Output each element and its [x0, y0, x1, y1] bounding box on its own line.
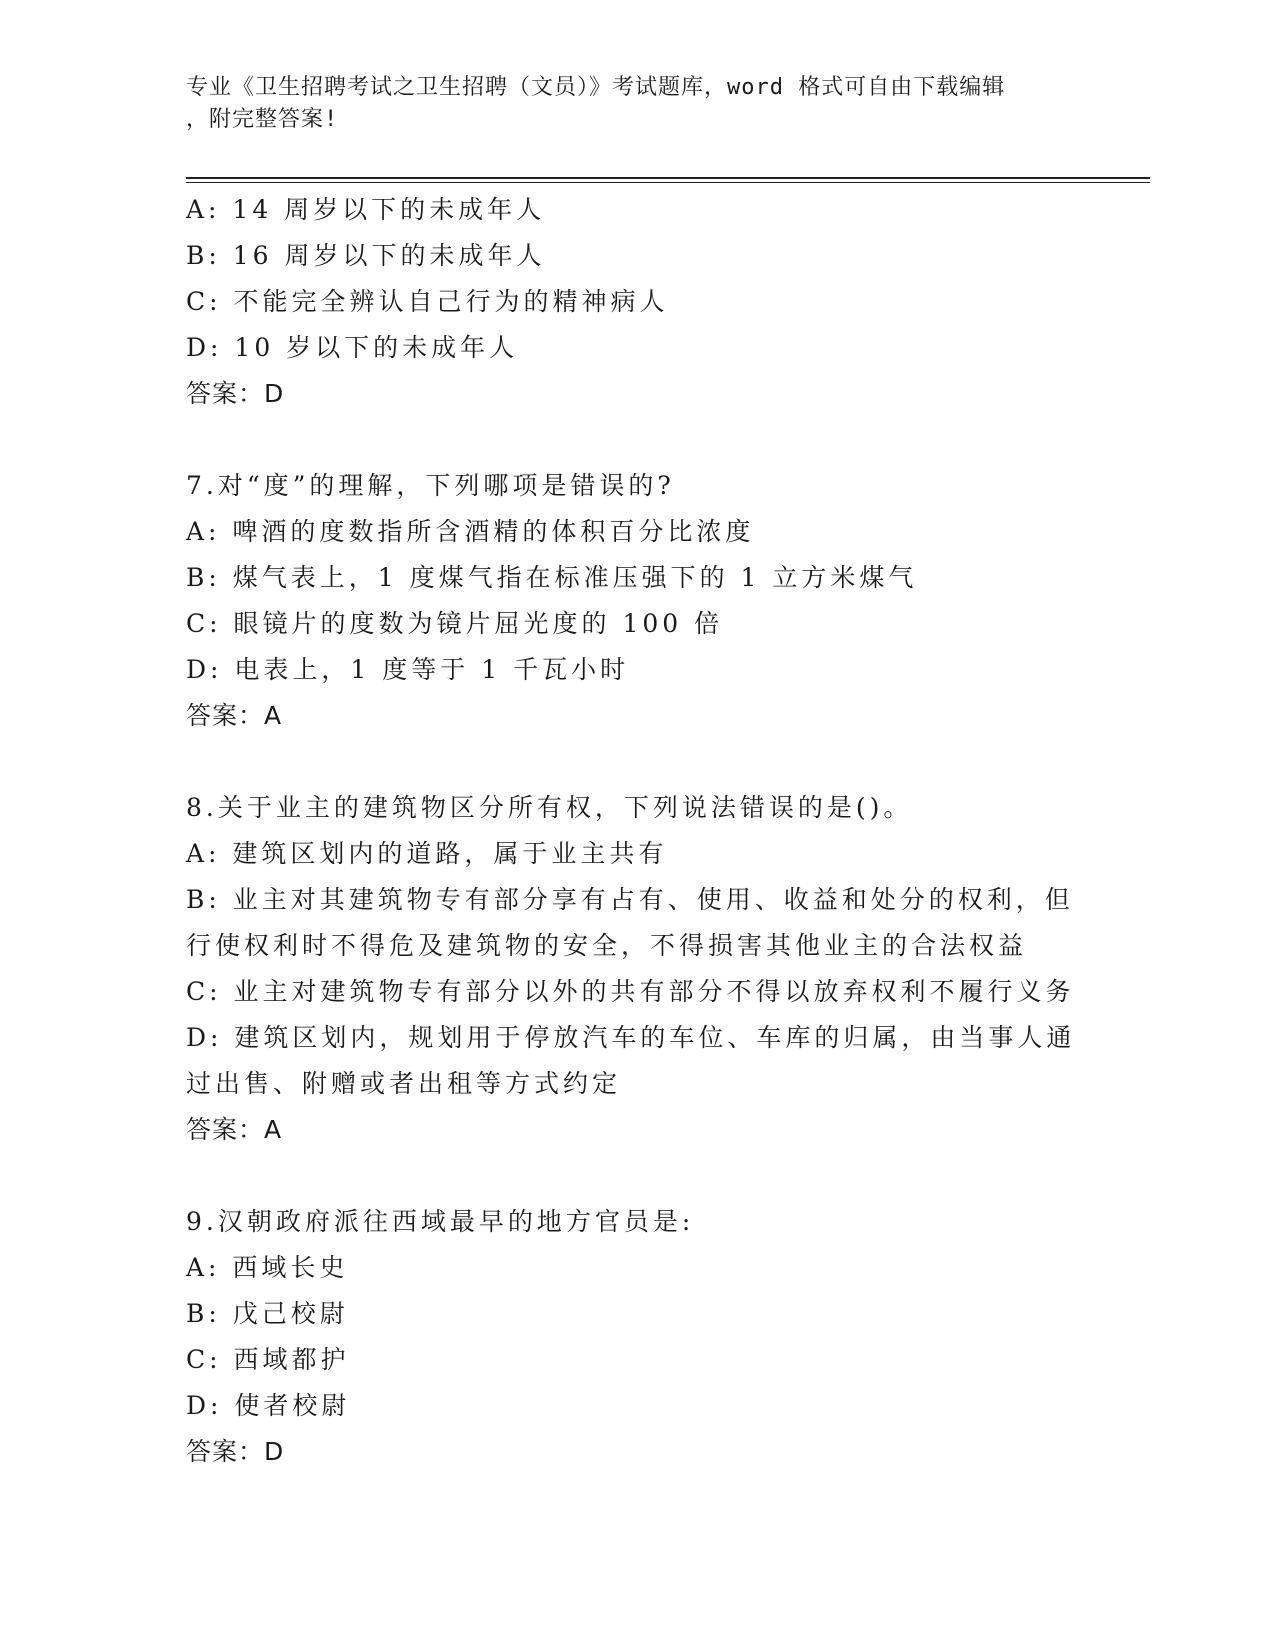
spacer [186, 739, 1086, 785]
spacer [186, 417, 1086, 463]
question-8 [186, 785, 1086, 1153]
option-b: B: 戊己校尉 [186, 1299, 349, 1328]
question-6 [186, 187, 1086, 417]
page-header [186, 72, 1066, 136]
option-c: C: 眼镜片的度数为镜片屈光度的 100 倍 [186, 609, 724, 638]
answer: 答案：D [186, 1437, 285, 1466]
option-b: B: 煤气表上，1 度煤气指在标准压强下的 1 立方米煤气 [186, 563, 918, 592]
option-d: D: 使者校尉 [186, 1391, 351, 1420]
option-d: D: 电表上，1 度等于 1 千瓦小时 [186, 655, 630, 684]
answer: 答案：D [186, 379, 285, 408]
option-b-line-2: 行使权利时不得危及建筑物的安全，不得损害其他业主的合法权益 [186, 931, 1028, 960]
option-d-line-1: D: 建筑区划内，规划用于停放汽车的车位、车库的归属，由当事人通 [186, 1023, 1076, 1052]
question-7 [186, 463, 1086, 739]
answer: 答案：A [186, 1115, 283, 1144]
option-a: A: 建筑区划内的道路，属于业主共有 [186, 839, 668, 868]
option-c: C: 业主对建筑物专有部分以外的共有部分不得以放弃权利不履行义务 [186, 977, 1075, 1006]
header-divider [186, 177, 1150, 183]
question-text: 9.汉朝政府派往西域最早的地方官员是: [186, 1207, 695, 1236]
option-a: A: 啤酒的度数指所含酒精的体积百分比浓度 [186, 517, 755, 546]
option-c: C: 不能完全辨认自己行为的精神病人 [186, 287, 669, 316]
option-b: B: 16 周岁以下的未成年人 [186, 241, 546, 270]
header-line-1: 专业《卫生招聘考试之卫生招聘（文员）》考试题库，word 格式可自由下载编辑 [186, 75, 1006, 100]
option-c: C: 西域都护 [186, 1345, 350, 1374]
option-a: A: 14 周岁以下的未成年人 [186, 195, 546, 224]
question-9 [186, 1199, 1086, 1475]
header-line-2: ，附完整答案! [186, 107, 339, 132]
question-text: 7.对“度”的理解，下列哪项是错误的? [186, 471, 675, 500]
option-d-line-2: 过出售、附赠或者出租等方式约定 [186, 1069, 622, 1098]
option-a: A: 西域长史 [186, 1253, 349, 1282]
question-content [186, 187, 1086, 1475]
option-d: D: 10 岁以下的未成年人 [186, 333, 519, 362]
answer: 答案：A [186, 701, 283, 730]
question-text: 8.关于业主的建筑物区分所有权，下列说法错误的是()。 [186, 793, 913, 822]
option-b-line-1: B: 业主对其建筑物专有部分享有占有、使用、收益和处分的权利，但 [186, 885, 1074, 914]
spacer [186, 1153, 1086, 1199]
